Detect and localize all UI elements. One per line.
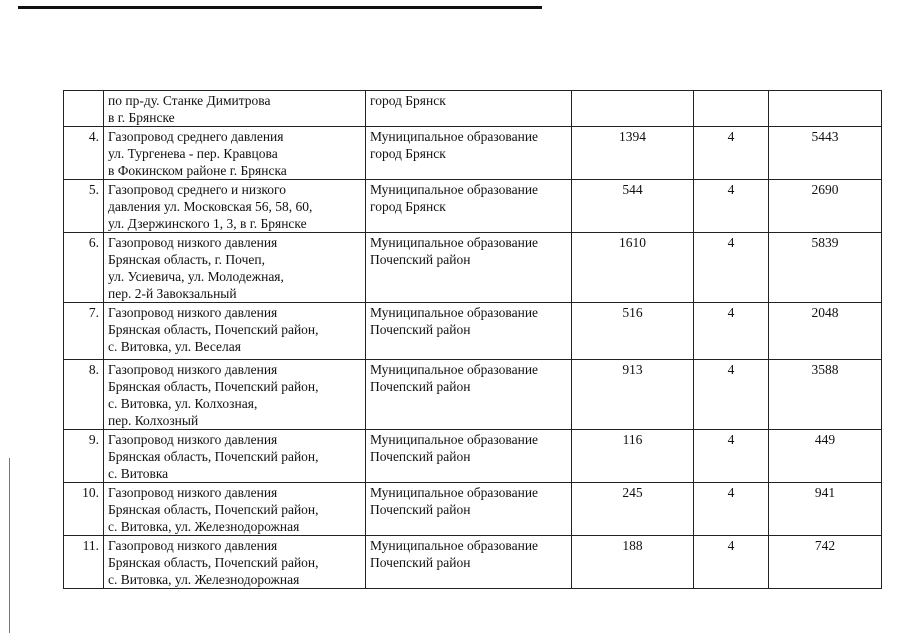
table-row (64, 483, 882, 536)
table-row (64, 180, 882, 233)
pipeline-cost (769, 91, 882, 127)
owner-name (366, 91, 572, 127)
pipeline-name-line: Газопровод низкого давления (108, 362, 278, 377)
row-number: 9. (64, 430, 104, 483)
owner-name (366, 303, 572, 360)
pipeline-pressure: 4 (694, 483, 769, 536)
pipeline-length: 1610 (572, 233, 694, 303)
table-row (64, 360, 882, 430)
row-number: 6. (64, 233, 104, 303)
pipeline-cost: 742 (769, 536, 882, 589)
pipeline-cost: 449 (769, 430, 882, 483)
pipeline-name (104, 180, 366, 233)
pipeline-pressure: 4 (694, 536, 769, 589)
pipeline-name-line: Газопровод среднего давления (108, 129, 284, 144)
owner-name-line: город Брянск (370, 199, 446, 214)
owner-name-line: Почепский район (370, 555, 471, 570)
owner-name (366, 233, 572, 303)
pipeline-length: 116 (572, 430, 694, 483)
table-row (64, 91, 882, 127)
pipeline-name (104, 483, 366, 536)
pipeline-length: 544 (572, 180, 694, 233)
pipeline-name-line: Газопровод низкого давления (108, 305, 278, 320)
pipeline-pressure (694, 91, 769, 127)
pipeline-name-line: с. Витовка, ул. Железнодорожная (108, 519, 300, 534)
owner-name-line: Муниципальное образование (370, 182, 539, 197)
owner-name-line: Почепский район (370, 449, 471, 464)
pipeline-name-line: давления ул. Московская 56, 58, 60, (108, 199, 313, 214)
row-number: 11. (64, 536, 104, 589)
pipeline-cost: 5443 (769, 127, 882, 180)
owner-name-line: город Брянск (370, 146, 446, 161)
pipeline-name-line: Брянская область, Почепский район, (108, 555, 319, 570)
gas-pipeline-table (63, 90, 882, 589)
pipeline-name-line: Брянская область, Почепский район, (108, 322, 319, 337)
pipeline-name-line: Газопровод среднего и низкого (108, 182, 286, 197)
table-body (64, 91, 882, 589)
pipeline-cost: 2048 (769, 303, 882, 360)
pipeline-name-line: Газопровод низкого давления (108, 485, 278, 500)
owner-name-line: Почепский район (370, 379, 471, 394)
pipeline-pressure: 4 (694, 430, 769, 483)
row-number: 4. (64, 127, 104, 180)
pipeline-cost: 2690 (769, 180, 882, 233)
pipeline-name-line: Брянская область, Почепский район, (108, 449, 319, 464)
row-number: 8. (64, 360, 104, 430)
pipeline-name-line: с. Витовка (108, 466, 169, 481)
owner-name-line: город Брянск (370, 93, 446, 108)
pipeline-name-line: Газопровод низкого давления (108, 432, 278, 447)
owner-name-line: Муниципальное образование (370, 485, 539, 500)
pipeline-pressure: 4 (694, 303, 769, 360)
pipeline-name-line: ул. Усиевича, ул. Молодежная, (108, 269, 284, 284)
pipeline-name (104, 360, 366, 430)
pipeline-name-line: Брянская область, Почепский район, (108, 502, 319, 517)
owner-name-line: Почепский район (370, 322, 471, 337)
pipeline-length: 516 (572, 303, 694, 360)
owner-name-line: Муниципальное образование (370, 235, 539, 250)
owner-name-line: Муниципальное образование (370, 362, 539, 377)
owner-name (366, 180, 572, 233)
left-margin-line (9, 458, 10, 633)
table-row (64, 430, 882, 483)
pipeline-name-line: в Фокинском районе г. Брянска (108, 163, 287, 178)
pipeline-pressure: 4 (694, 127, 769, 180)
pipeline-length: 913 (572, 360, 694, 430)
owner-name-line: Муниципальное образование (370, 305, 539, 320)
pipeline-name (104, 91, 366, 127)
pipeline-name-line: в г. Брянске (108, 110, 175, 125)
pipeline-cost: 941 (769, 483, 882, 536)
pipeline-name-line: Брянская область, Почепский район, (108, 379, 319, 394)
pipeline-name-line: с. Витовка, ул. Веселая (108, 339, 241, 354)
owner-name (366, 360, 572, 430)
row-number: 7. (64, 303, 104, 360)
owner-name (366, 127, 572, 180)
owner-name (366, 536, 572, 589)
pipeline-cost: 5839 (769, 233, 882, 303)
pipeline-name-line: ул. Тургенева - пер. Кравцова (108, 146, 278, 161)
pipeline-name-line: с. Витовка, ул. Колхозная, (108, 396, 258, 411)
pipeline-cost: 3588 (769, 360, 882, 430)
pipeline-name (104, 233, 366, 303)
table-row (64, 536, 882, 589)
top-rule (18, 6, 542, 9)
pipeline-name-line: Газопровод низкого давления (108, 538, 278, 553)
pipeline-length: 1394 (572, 127, 694, 180)
owner-name-line: Муниципальное образование (370, 432, 539, 447)
table-row (64, 127, 882, 180)
table-row (64, 303, 882, 360)
pipeline-name-line: Брянская область, г. Почеп, (108, 252, 265, 267)
pipeline-length: 188 (572, 536, 694, 589)
owner-name (366, 483, 572, 536)
owner-name (366, 430, 572, 483)
pipeline-name-line: Газопровод низкого давления (108, 235, 278, 250)
row-number (64, 91, 104, 127)
pipeline-name-line: по пр-ду. Станке Димитрова (108, 93, 271, 108)
pipeline-name-line: пер. 2-й Завокзальный (108, 286, 237, 301)
pipeline-name (104, 536, 366, 589)
table-row (64, 233, 882, 303)
pipeline-name-line: ул. Дзержинского 1, 3, в г. Брянске (108, 216, 307, 231)
owner-name-line: Муниципальное образование (370, 129, 539, 144)
pipeline-pressure: 4 (694, 360, 769, 430)
pipeline-length (572, 91, 694, 127)
row-number: 10. (64, 483, 104, 536)
pipeline-pressure: 4 (694, 180, 769, 233)
owner-name-line: Почепский район (370, 502, 471, 517)
pipeline-length: 245 (572, 483, 694, 536)
owner-name-line: Муниципальное образование (370, 538, 539, 553)
pipeline-name-line: пер. Колхозный (108, 413, 199, 428)
row-number: 5. (64, 180, 104, 233)
pipeline-pressure: 4 (694, 233, 769, 303)
pipeline-name (104, 430, 366, 483)
pipeline-name (104, 127, 366, 180)
pipeline-name (104, 303, 366, 360)
owner-name-line: Почепский район (370, 252, 471, 267)
pipeline-name-line: с. Витовка, ул. Железнодорожная (108, 572, 300, 587)
